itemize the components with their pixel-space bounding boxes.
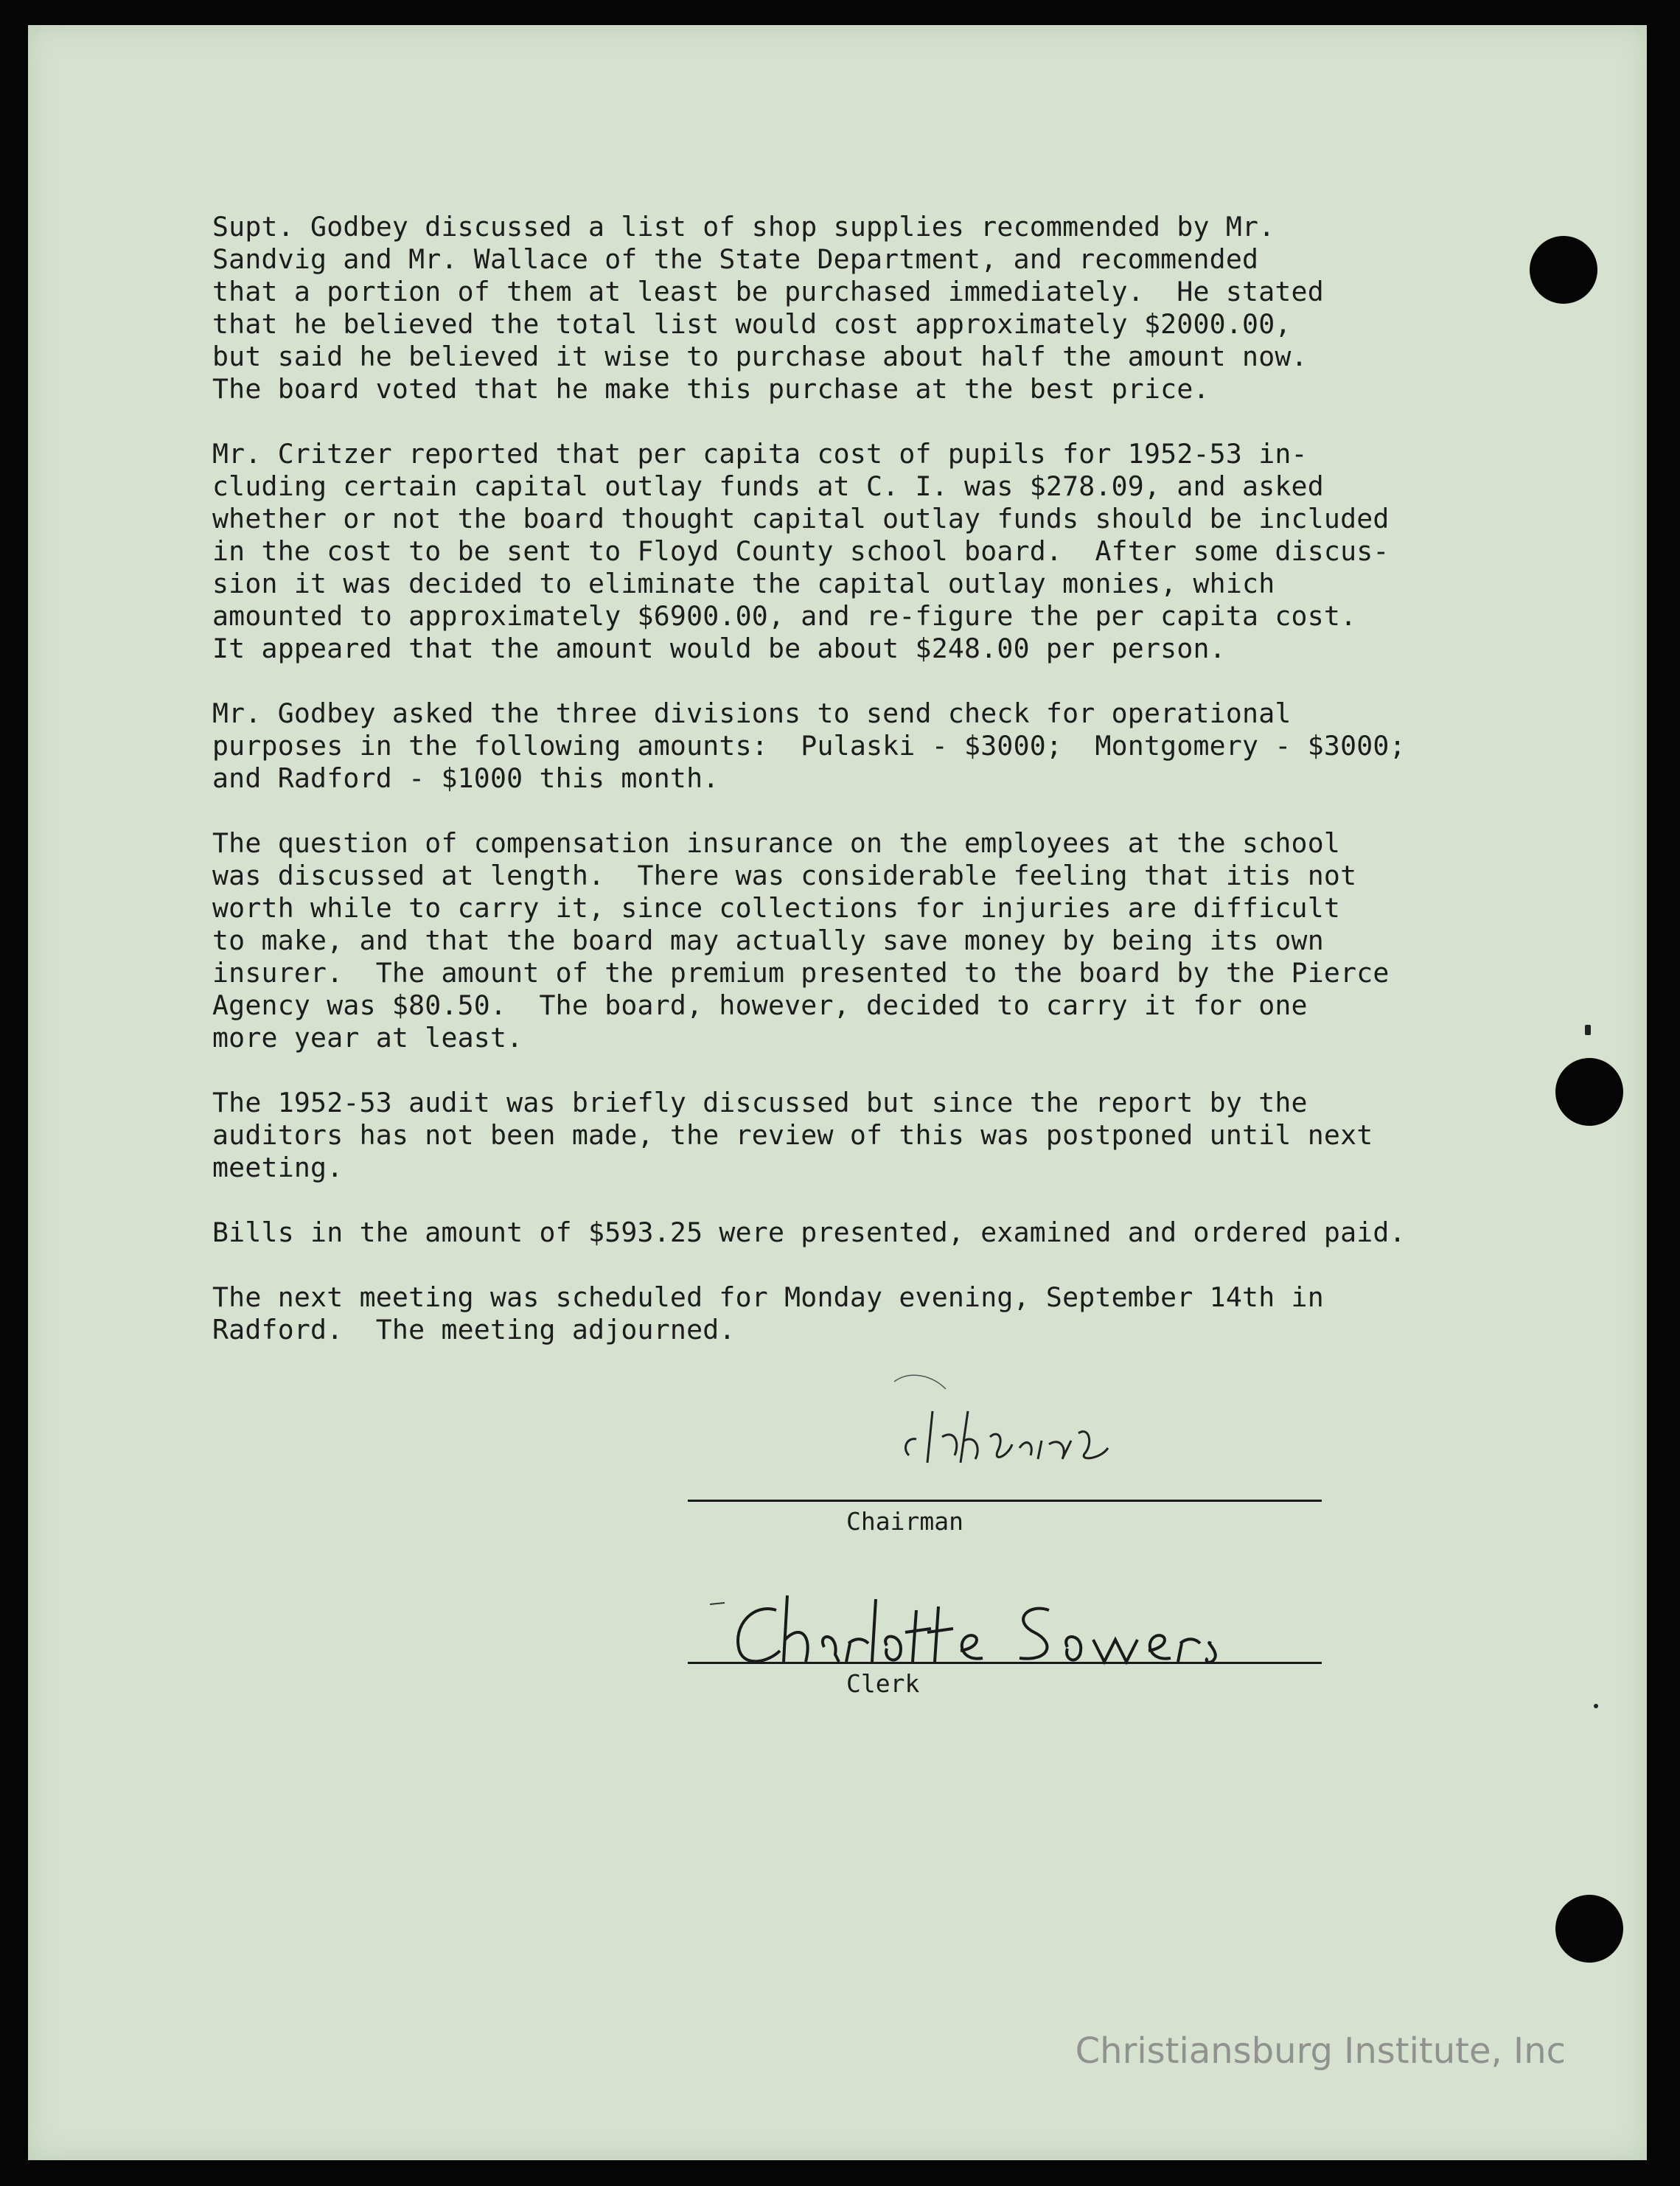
paragraph-bills (212, 1216, 1465, 1249)
text-line: in the cost to be sent to Floyd County school board. After some discus- (212, 535, 1390, 567)
paragraph-next-meeting (212, 1281, 1465, 1346)
text-line: Agency was $80.50. The board, however, decided to carry it for one (212, 989, 1308, 1021)
text-line: insurer. The amount of the premium presented to the board by the Pierce (212, 957, 1390, 989)
chairman-signature-block (688, 1367, 1322, 1544)
text-line: that a portion of them at least be purchased immediately. He stated (212, 276, 1324, 307)
text-line: cluding certain capital outlay funds at C. I. was $278.09, and asked (212, 470, 1324, 502)
text-line: amounted to approximately $6900.00, and re-figure the per capita cost. (212, 600, 1357, 632)
text-line: Sandvig and Mr. Wallace of the State Department, and recommended (212, 243, 1259, 275)
clerk-signature-line (688, 1662, 1322, 1664)
text-line: sion it was decided to eliminate the capital outlay monies, which (212, 568, 1275, 599)
text-line: and Radford - $1000 this month. (212, 762, 719, 794)
text-line: purposes in the following amounts: Pulaski - $3000; Montgomery - $3000; (212, 730, 1406, 762)
text-line: worth while to carry it, since collections for injuries are difficult (212, 892, 1341, 924)
text-line: was discussed at length. There was considerable feeling that itis not (212, 860, 1357, 891)
clerk-label: Clerk (846, 1669, 920, 1698)
text-line: auditors has not been made, the review of this was postponed until next (212, 1119, 1373, 1151)
clerk-signature (703, 1581, 1307, 1684)
chairman-signature-line (688, 1500, 1322, 1502)
paragraph-audit (212, 1087, 1465, 1184)
text-line: It appeared that the amount would be about $248.00 per person. (212, 633, 1226, 664)
text-line: Mr. Critzer reported that per capita cost of pupils for 1952-53 in- (212, 438, 1308, 470)
text-line: Bills in the amount of $593.25 were presented, examined and ordered paid. (212, 1216, 1406, 1248)
text-line: Supt. Godbey discussed a list of shop supplies recommended by Mr. (212, 211, 1275, 243)
text-line: whether or not the board thought capital outlay funds should be included (212, 503, 1390, 535)
text-line: Mr. Godbey asked the three divisions to send check for operational (212, 697, 1292, 729)
text-line: The question of compensation insurance on the employees at the school (212, 827, 1341, 859)
text-line: Radford. The meeting adjourned. (212, 1314, 736, 1346)
text-line: The board voted that he make this purchase at the best price. (212, 373, 1210, 405)
chairman-signature (887, 1367, 1196, 1500)
binder-hole-top (1530, 236, 1597, 304)
ink-speck (1594, 1704, 1598, 1708)
document-page (28, 25, 1647, 2160)
paragraph-operational-checks (212, 697, 1465, 795)
watermark: Christiansburg Institute, Inc (1075, 2030, 1566, 2072)
binder-hole-middle (1555, 1058, 1623, 1126)
binder-hole-bottom (1555, 1895, 1623, 1963)
chairman-label: Chairman (846, 1507, 963, 1536)
text-line: to make, and that the board may actually save money by being its own (212, 925, 1324, 956)
clerk-signature-block (688, 1566, 1322, 1713)
text-line: The 1952-53 audit was briefly discussed but since the report by the (212, 1087, 1308, 1118)
text-line: meeting. (212, 1152, 344, 1183)
ink-speck (1585, 1025, 1591, 1035)
paragraph-per-capita-cost (212, 438, 1465, 665)
paragraph-shop-supplies (212, 211, 1465, 405)
text-line: more year at least. (212, 1022, 523, 1054)
paragraph-compensation-insurance (212, 827, 1465, 1054)
minutes-text (212, 211, 1465, 1379)
text-line: but said he believed it wise to purchase about half the amount now. (212, 341, 1308, 372)
text-line: The next meeting was scheduled for Monday evening, September 14th in (212, 1281, 1324, 1313)
text-line: that he believed the total list would cost approximately $2000.00, (212, 308, 1292, 340)
